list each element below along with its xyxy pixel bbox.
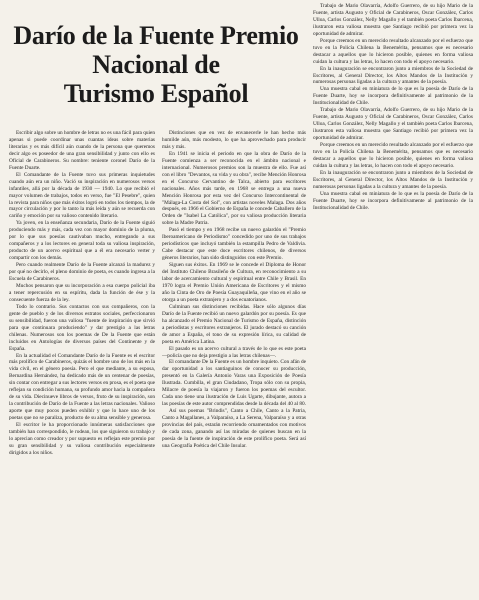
article-column-1 (9, 130, 155, 594)
paragraph: En la inauguración se encontraron junto a miembros de la Sociedad de Escritores, al General Director, los Altos Mandos de la Institución y numerosas personas ligadas a la cultura y amantes de la poesía. (313, 65, 473, 86)
paragraph: Ya joven, en la enseñanza secundaria, Darío de la Fuente siguió produciendo más y más, cada vez con mayor dominio de la pluma, por lo que sus poesías cautivaban mucho, entregando a sus compañeros y a los lectores en general toda su valiosa inspiración, producto de un acervo espiritual que a él era necesario verter y compartir con los demás. (9, 220, 155, 262)
paragraph: Pasó el tiempo y en 1968 recibe un nuevo galardón el "Premio Iberoamericano de Periodismo" concedido por uno de sus trabajos periodísticos que incluyó también la estampilla Pedro de Valdivia. Cabe destacar que este doce escritores chilenos, de diversos géneros literarios, han sido distinguidos con este Premio. (162, 227, 306, 262)
paragraph: Una muestra cabal en miniatura de lo que es la poesía de Darío de la Fuente Duarte, hoy se incorpora definitivamente al patrimonio de la Institucionalidad de Chile. (313, 190, 473, 211)
paragraph: Una muestra cabal en miniatura de lo que es la poesía de Darío de la Fuente Duarte, hoy se incorpora definitivamente al patrimonio de la Institucionalidad de Chile. (313, 86, 473, 107)
paragraph: El pasado es un acervo cultural a través de lo que es este poeta —policía que no deja prestigio a las letras chilenas—. (162, 345, 306, 359)
headline-line-3: Turismo Español (63, 79, 249, 109)
paragraph: Culminan sus distinciones recibidas. Hace sólo algunos días Darío de la Fuente recibió un nuevo galardón por su poesía. Es que ha alcanzado el Premio Nacional de Turismo de España, distinción a periodistas y escritores extranjeros. El jurado destacó su canción de amor a España, el tono de su expresión lírica, su calidad de poeta en América Latina. (162, 303, 306, 345)
paragraph: Trabajo de Mario Olavarría, Adolfo Guerrero, de su hijo Mario de la Fuente, artista Augusto y Oficial de Carabineros, Oscar González, Carlos Ulloa, Carlos González, Nelly Magallo y el también poeta Carlos Ibarcena, ilustraron esta valiosa muestra que Santiago recibió por primera vez la oportunidad de admirar. (313, 107, 473, 142)
paragraph: Distinciones que en vez de envanecerle le han hecho más humilde aún, más modesto, lo que ha aprovechado para producir más y más. (162, 130, 306, 150)
paragraph: El comandante De la Fuente es un hombre inquieto. Con afán de dar oportunidad a los santiaguinos de conocer su producción, presentó en la Galería Antonio Varas una Exposición de Poesía Ilustrada. Cumbilla, el gran Ciudadano, Tropa sólo con su propia, Milacre de poesía la viajaron y fueron los poemas del escultor. Cada uno tiene una ilustración de Luis Ugarte, dibujante, autora a las poesías de este autor comprendidas desde la década del 40 al 80. (162, 359, 306, 408)
article-column-2 (162, 130, 306, 594)
headline-line-2: Nacional de (92, 50, 220, 80)
paragraph: El Comandante de la Fuente tuvo sus primeras inquietudes cuando aún era un niño. Vació su inspiración en numerosos versos infantiles, allá por la década de 1930 — 1940. Lo que recibió el mayor volumen de trabajos, todos en verso, fue "El Pesebre", quien la revista para niños que más éxitos logró en todos los tiempos, la de mayor circulación y por lo tanto la más leída y aún se recuerda con cariño y emoción por su valioso contenido literario. (9, 171, 155, 220)
paragraph: Pero cuando realmente Darío de la Fuente alcanzó la madurez y por qué no decirlo, el pleno dominio de poeta, es cuando ingresa a la Escuela de Carabineros. (9, 262, 155, 283)
paragraph: Porque creemos en un merecido resultado alcanzado por el esfuerzo que tuvo en la Policía Chilena la Benemérita, pensamos que es necesario destacar a aquellos que lo hicieron posible, quienes en forma valiosa cuidan la cultura y las letras, lo hacen con todo el apoyo necesario. (313, 142, 473, 169)
paragraph: En 1941 se inicia el periodo en que la obra de Darío de la Fuente comienza a ser reconocida en el ámbito nacional e internacional. Numerosos premios son la muestra de ello. Fue así con el libro "Devantos, su vida y su obra", recibe Mención Honrosa en el Concurso Cervantino de Talca, abierto para escritores nacionales. Años más tarde, en 1968 se entrega a una nueva Mención Honrosa por esta vez del Concurso Intercontinental de "Málaga-La Costa del Sol", con artistas noveles Malaga. Dos años después, en 1966 el Gobierno de España le concede Caballero de la Orden de "Isabel La Católica", por su valiosa producción literaria sobre la Madre Patria. (162, 150, 306, 227)
paragraph: Todo lo contrario. Sus contactos con sus compañeros, con la gente de pueblo y de los diversos estratos sociales, perfeccionaron su sensibilidad, fueron una valiosa "fuente de inspiración que sirvió para que continuara produciendo" y dar prestigio a las letras chilenas. Numerosos son los poemas de De la Fuente que están incluidos en Antologías de diversos países del Continente y de España. (9, 303, 155, 352)
article-headline (8, 21, 304, 108)
paragraph: Así sus poemas "Brindis", Canto a Chile, Canto a la Patria, Canto a Magallanes, a Valparaíso, a La Serena, Valparaíso y a otras provincias del país, estarán recorriendo ornamentados con motivos de cada zona, ganando así las miradas de quienes buscan en la poesía de la fuente de inspiración de este prolífico poeta. Será así una Geografía Poética del Chile Insular. (162, 408, 306, 449)
paragraph: En la inauguración se encontraron junto a miembros de la Sociedad de Escritores, al General Director, los Altos Mandos de la Institución y numerosas personas ligadas a la cultura y amantes de la poesía. (313, 169, 473, 190)
paragraph: Siguen sus éxitos. En 1969 se le concede el Diploma de Honor del Instituto Chileno Brasileño de Cultura, en reconocimiento a su labor de acercamiento cultural y espiritual entre Chile y Brasil. En 1970 logra el Premio Unión Americana de Escritores y el mismo año la Cinta de Oro de Poesía Guayaquileña, que vino en el año se otorga a un poeta extranjero y a dos ecuatorianos. (162, 262, 306, 303)
paragraph: Porque creemos en un merecido resultado alcanzado por el esfuerzo que tuvo en la Policía Chilena la Benemérita, pensamos que es necesario destacar a aquellos que lo hicieron posible, quienes en forma valiosa cuidan la cultura y las letras, lo hacen con todo el apoyo necesario. (313, 37, 473, 65)
paragraph: El escritor le ha proporcionado innúmeras satisfacciones que también han correspondido, le rodean, los que siguieron su trabajo y lo aprecian como creador y por supuesto es reflejan este premio por su gran sensibilidad y su valiosa contribución especialmente dirigidos a los niños. (9, 422, 155, 456)
paragraph: Muchos pensaron que su incorporación a esa cuerpo policial iba a tener repercusión en su espíritu, dada la función de ése y la consecuente fuerza de la ley. (9, 282, 155, 303)
paragraph: Trabajo de Mario Olavarría, Adolfo Guerrero, de su hijo Mario de la Fuente, artista Augusto y Oficial de Carabineros, Oscar González, Carlos Ulloa, Carlos González, Nelly Magallo y el también poeta Carlos Ibarcena, ilustraron esta valiosa muestra que Santiago recibió por primera vez la oportunidad de admirar. (313, 3, 473, 37)
paragraph: Escribir algo sobre un hombre de letras no es una fácil para quien apenas si puede coordinar unas cuantas ideas sobre materias literarias y es más difícil aún cuando de la persona que queremos decir algo es poseedor de una gran sensibilidad y junto con ello es Oficial de Carabineros. Su nombre: teniente coronel Darío de la Fuente Duarte. (9, 130, 155, 171)
paragraph: En la actualidad el Comandante Darío de la Fuente es el escritor más prolífico de Carabineros, quizás el hombre uno de los más en la vida civil, en el género poesía. Pero el que mediante, a su esposa, Bernardina Hernández, ha dedicado más de un centenar de poesías, sin contar con entregar a sus lectores versos en prosa, es el poeta que reflejan su condición humana, su profundo amor hacia la compañera de su vida. Diecinueve libros de versos, fruto de su inspiración, son la contribución de Darío de la Fuente a las letras nacionales. Valioso aporte que muy pocos pueden exhibir y que lo hace uno de los poetas que no se paraliza, producto de su alma sensible y generosa. (9, 352, 155, 422)
article-column-3 (313, 3, 473, 595)
headline-line-1: Darío de la Fuente Premio (13, 21, 299, 51)
